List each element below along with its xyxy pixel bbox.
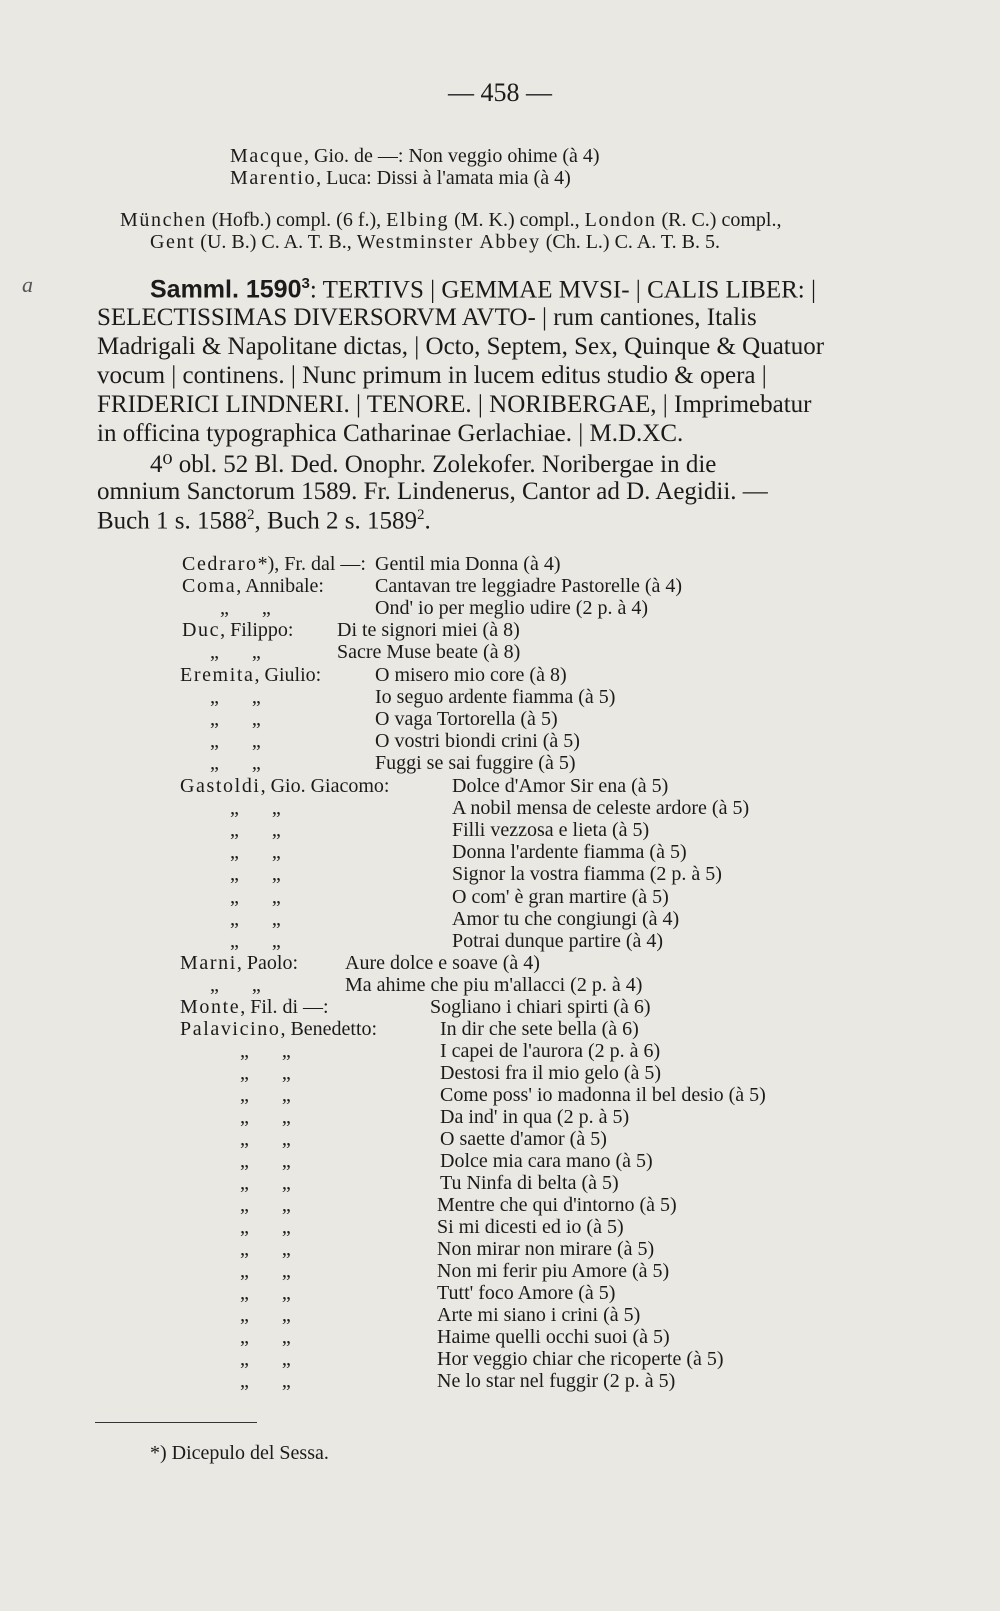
work-title: Ma ahime che piu m'allacci (2 p. à 4) [345, 974, 643, 996]
contents-item [240, 1194, 677, 1217]
library-detail: (R. C.) compl., [656, 209, 782, 231]
composer-separator: , Annibale: [236, 575, 324, 597]
contents-item [210, 686, 616, 709]
entry-line-9 [97, 507, 431, 535]
work-title: Filli vezzosa e lieta (à 5) [452, 819, 650, 841]
composer-separator: *), Fr. dal —: [257, 553, 366, 575]
composer-name: Marni [180, 952, 237, 974]
work-title: I capei de l'aurora (2 p. à 6) [440, 1040, 661, 1062]
margin-annotation: a [22, 272, 33, 297]
composer-name: Macque [230, 145, 305, 167]
work-title: Come poss' io madonna il bel desio (à 5) [440, 1084, 766, 1106]
ditto-mark: „ „ [240, 1260, 291, 1282]
library-city: Gent [150, 231, 196, 253]
footnote-divider [95, 1422, 257, 1423]
entry-line-7: 4⁰ obl. 52 Bl. Ded. Onophr. Zolekofer. Noribergae in die [150, 451, 717, 478]
entry-sup: 2 [247, 507, 255, 523]
library-line-1 [120, 209, 781, 232]
ditto-mark: „ „ [240, 1128, 291, 1150]
entry-line-1 [150, 275, 816, 304]
entry-line-3: Madrigali & Napolitane dictas, | Octo, Septem, Sex, Quinque & Quatuor [97, 333, 825, 360]
footnote: *) Dicepulo del Sessa. [150, 1442, 329, 1464]
work-title: Di te signori miei (à 8) [337, 619, 520, 641]
contents-item [240, 1040, 661, 1063]
work-title: Gentil mia Donna (à 4) [375, 553, 561, 575]
work-title: Cantavan tre leggiadre Pastorelle (à 4) [375, 575, 683, 597]
contents-item [210, 641, 521, 664]
contents-item [240, 1238, 655, 1261]
ditto-mark: „ „ [210, 730, 261, 752]
ditto-mark: „ „ [210, 641, 261, 663]
work-title: Tutt' foco Amore (à 5) [437, 1282, 616, 1304]
ditto-mark: „ „ [210, 974, 261, 996]
contents-item [210, 708, 558, 731]
work-title: Non mirar non mirare (à 5) [437, 1238, 655, 1260]
work-title: Ne lo star nel fuggir (2 p. à 5) [437, 1370, 676, 1392]
composer-separator: , Filippo: [220, 619, 294, 641]
contents-item [210, 752, 576, 775]
composer-name: Monte [180, 996, 241, 1018]
entry-label: Samml. 1590 [150, 275, 302, 304]
contents-item [230, 930, 664, 953]
contents-item [240, 1172, 619, 1195]
ditto-mark: „ „ [230, 819, 281, 841]
work-title: Donna l'ardente fiamma (à 5) [452, 841, 687, 863]
work-title: Non mi ferir piu Amore (à 5) [437, 1260, 670, 1282]
composer-separator: , Gio. Giacomo: [260, 775, 390, 797]
contents-item [240, 1304, 641, 1327]
contents-item [230, 886, 669, 909]
contents-item [180, 952, 540, 975]
ditto-mark: „ „ [240, 1370, 291, 1392]
work-title: Da ind' in qua (2 p. à 5) [440, 1106, 630, 1128]
contents-item [182, 575, 683, 598]
ditto-mark: „ „ [240, 1106, 291, 1128]
entry-line-6: in officina typographica Catharinae Gerlachiae. | M.D.XC. [97, 420, 684, 447]
contents-item [240, 1260, 670, 1283]
contents-item [230, 863, 722, 886]
contents-item [240, 1062, 662, 1085]
composer-name: Marentio [230, 167, 317, 189]
work-title: Fuggi se sai fuggire (à 5) [375, 752, 576, 774]
work-title: Haime quelli occhi suoi (à 5) [437, 1326, 670, 1348]
work-title: Dolce d'Amor Sir ena (à 5) [452, 775, 669, 797]
composer-name: Eremita [180, 664, 255, 686]
contents-item [240, 1348, 724, 1371]
ditto-mark: „ „ [240, 1348, 291, 1370]
library-detail: (M. K.) compl., [449, 209, 585, 231]
ditto-mark: „ „ [240, 1304, 291, 1326]
library-detail: (Hofb.) compl. (6 f.), [206, 209, 387, 231]
ditto-mark: „ „ [240, 1040, 291, 1062]
ditto-mark: „ „ [240, 1216, 291, 1238]
entry-text: . [424, 507, 431, 535]
composer-separator: , Fil. di —: [240, 996, 329, 1018]
ditto-mark: „ „ [230, 886, 281, 908]
contents-item [240, 1128, 607, 1151]
ditto-mark: „ „ [240, 1172, 291, 1194]
ditto-mark: „ „ [230, 797, 281, 819]
entry-text: Buch 1 s. 1588 [97, 507, 247, 535]
ditto-mark: „ „ [240, 1194, 291, 1216]
ditto-mark: „ „ [230, 930, 281, 952]
work-title: O vostri biondi crini (à 5) [375, 730, 580, 752]
contents-item [180, 996, 651, 1019]
work-title: Si mi dicesti ed io (à 5) [437, 1216, 624, 1238]
composer-name: Cedraro [182, 553, 258, 575]
library-city: London [584, 209, 657, 231]
ditto-mark: „ „ [240, 1150, 291, 1172]
contents-item [240, 1216, 624, 1239]
ditto-mark: „ „ [230, 908, 281, 930]
contents-item [180, 664, 567, 687]
contents-item [240, 1370, 676, 1393]
work-title: Sacre Muse beate (à 8) [337, 641, 521, 663]
work-title: O misero mio core (à 8) [375, 664, 567, 686]
entry-label-sup: 3 [301, 275, 310, 292]
contents-item [240, 1326, 670, 1349]
work-title: Potrai dunque partire (à 4) [452, 930, 664, 952]
composer-separator: , Paolo: [236, 952, 299, 974]
library-city: München [120, 209, 207, 231]
work-title: Destosi fra il mio gelo (à 5) [440, 1062, 662, 1084]
work-title: O vaga Tortorella (à 5) [375, 708, 558, 730]
entry-line-5: FRIDERICI LINDNERI. | TENORE. | NORIBERGAE, | Imprimebatur [97, 391, 812, 418]
contents-item [182, 553, 561, 576]
contents-item [240, 1282, 616, 1305]
page-number: — 458 — [448, 78, 552, 107]
work-title: Dolce mia cara mano (à 5) [440, 1150, 653, 1172]
entry-line-8: omnium Sanctorum 1589. Fr. Lindenerus, Cantor ad D. Aegidii. — [97, 478, 768, 505]
work-title: Signor la vostra fiamma (2 p. à 5) [452, 863, 722, 885]
entry-line-4: vocum | continens. | Nunc primum in lucem editus studio & opera | [97, 362, 767, 389]
ditto-mark: „ „ [220, 597, 271, 619]
library-city: Elbing [386, 209, 450, 231]
ditto-mark: „ „ [240, 1084, 291, 1106]
work-title: O saette d'amor (à 5) [440, 1128, 607, 1150]
work-title: Aure dolce e soave (à 4) [345, 952, 540, 974]
ditto-mark: „ „ [210, 708, 261, 730]
ditto-mark: „ „ [240, 1238, 291, 1260]
contents-item [230, 819, 650, 842]
composer-name: Duc [182, 619, 221, 641]
ditto-mark: „ „ [210, 752, 261, 774]
library-detail: (Ch. L.) C. A. T. B. 5. [540, 231, 720, 253]
ditto-mark: „ „ [240, 1282, 291, 1304]
library-line-2 [150, 231, 720, 254]
composer-work: , Luca: Dissi à l'amata mia (à 4) [316, 167, 571, 189]
work-title: Tu Ninfa di belta (à 5) [440, 1172, 619, 1194]
ditto-mark: „ „ [210, 686, 261, 708]
composer-separator: , Giulio: [254, 664, 322, 686]
top-line-1 [230, 145, 600, 168]
composer-name: Coma [182, 575, 237, 597]
contents-item [230, 908, 680, 931]
contents-item [210, 730, 580, 753]
ditto-mark: „ „ [240, 1326, 291, 1348]
top-line-2 [230, 167, 571, 190]
contents-item [210, 974, 643, 997]
composer-work: , Gio. de —: Non veggio ohime (à 4) [304, 145, 600, 167]
contents-item [220, 597, 648, 620]
composer-separator: , Benedetto: [280, 1018, 378, 1040]
work-title: Arte mi siano i crini (à 5) [437, 1304, 641, 1326]
work-title: A nobil mensa de celeste ardore (à 5) [452, 797, 750, 819]
entry-line-2: SELECTISSIMAS DIVERSORVM AVTO- | rum cantiones, Italis [97, 304, 757, 331]
ditto-mark: „ „ [230, 841, 281, 863]
composer-name: Palavicino [180, 1018, 281, 1040]
contents-item [240, 1084, 766, 1107]
library-detail: (U. B.) C. A. T. B., [195, 231, 357, 253]
entry-text: : TERTIVS | GEMMAE MVSI- | CALIS LIBER: | [309, 276, 816, 304]
work-title: Io seguo ardente fiamma (à 5) [375, 686, 616, 708]
work-title: O com' è gran martire (à 5) [452, 886, 669, 908]
entry-sup: 2 [417, 507, 425, 523]
work-title: Hor veggio chiar che ricoperte (à 5) [437, 1348, 724, 1370]
work-title: Amor tu che congiungi (à 4) [452, 908, 680, 930]
library-city: Westminster Abbey [356, 231, 541, 253]
ditto-mark: „ „ [240, 1062, 291, 1084]
composer-name: Gastoldi [180, 775, 261, 797]
work-title: Ond' io per meglio udire (2 p. à 4) [375, 597, 648, 619]
contents-item [240, 1106, 630, 1129]
contents-item [180, 775, 669, 798]
entry-text: , Buch 2 s. 1589 [254, 507, 417, 535]
contents-item [182, 619, 520, 642]
work-title: In dir che sete bella (à 6) [440, 1018, 639, 1040]
contents-item [230, 841, 687, 864]
work-title: Sogliano i chiari spirti (à 6) [430, 996, 651, 1018]
contents-item [230, 797, 750, 820]
contents-item [180, 1018, 639, 1041]
work-title: Mentre che qui d'intorno (à 5) [437, 1194, 677, 1216]
ditto-mark: „ „ [230, 863, 281, 885]
contents-item [240, 1150, 653, 1173]
